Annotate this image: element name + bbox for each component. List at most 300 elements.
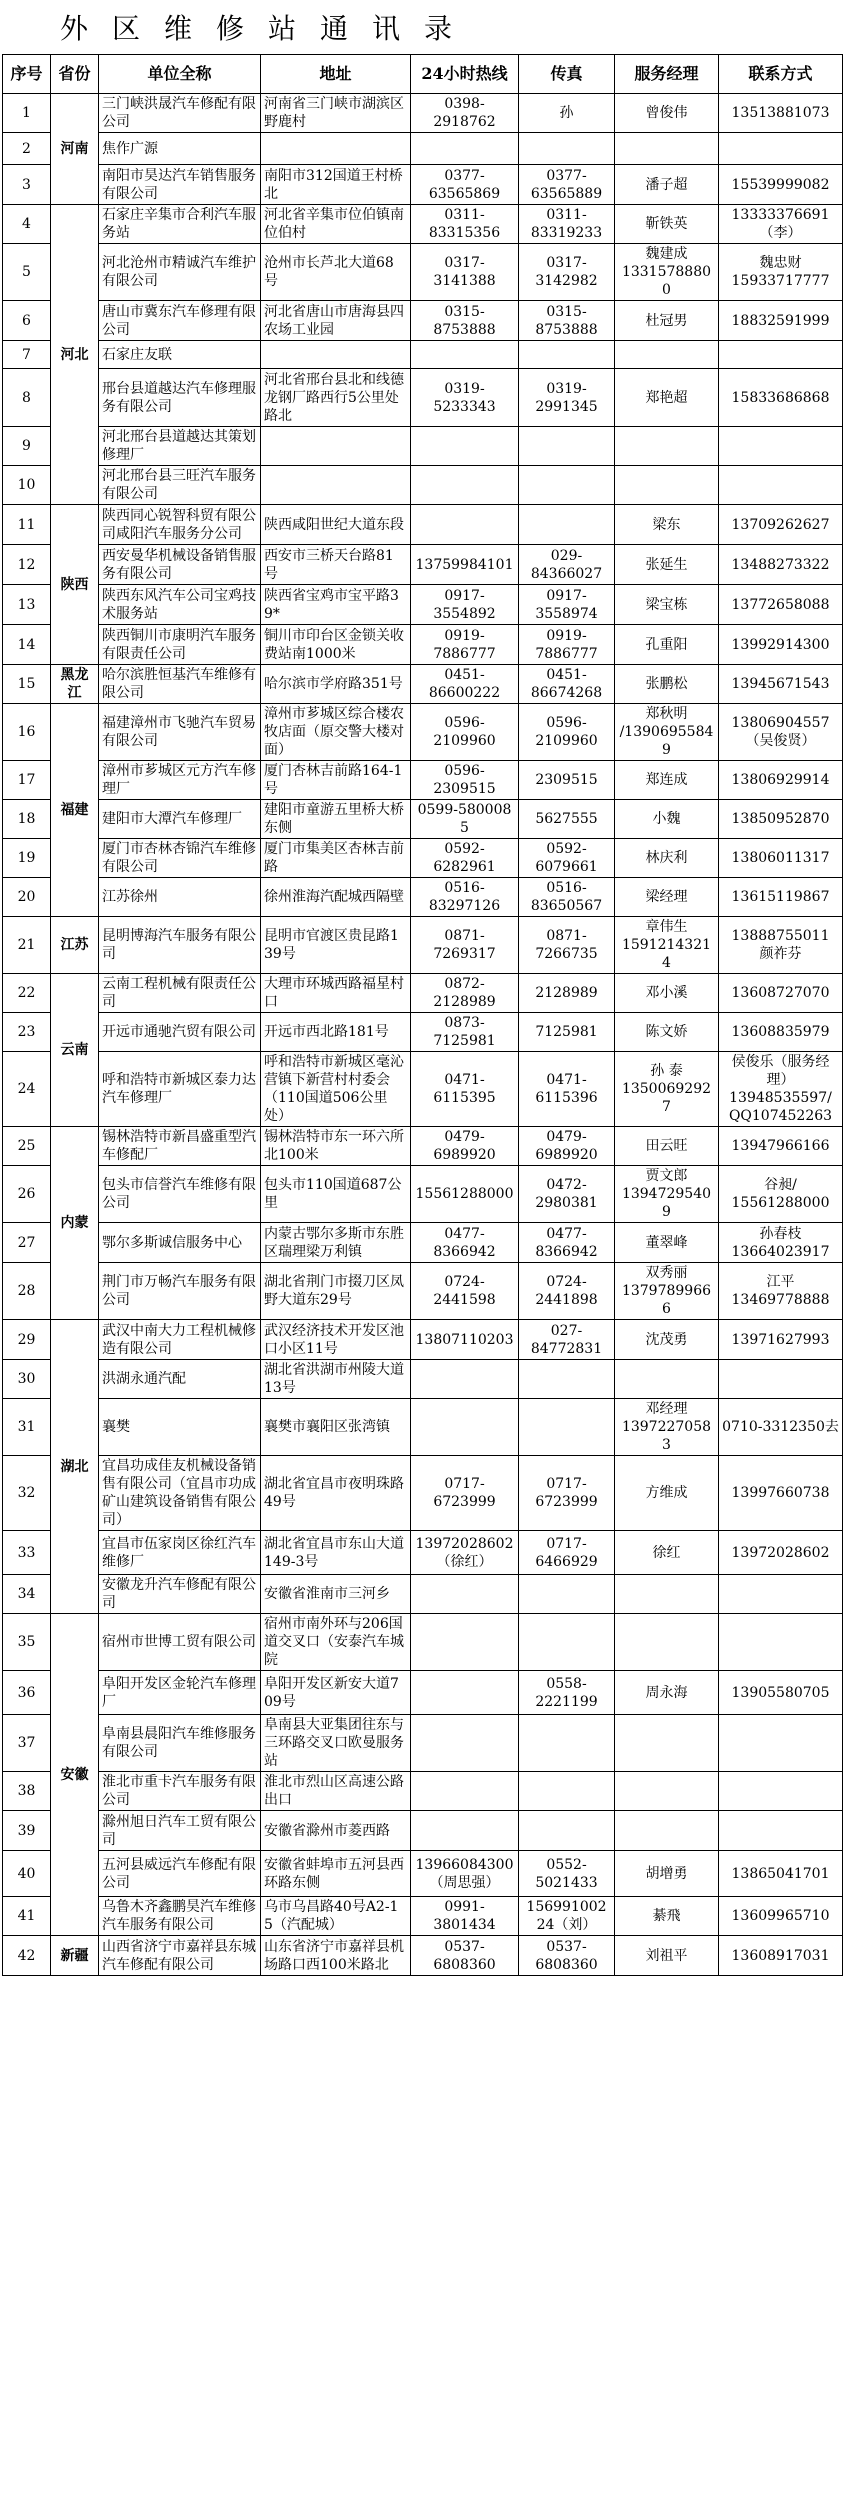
hotline (411, 369, 519, 427)
contact (719, 1127, 843, 1166)
unit-name-text: 阜南县晨阳汽车维修服务有限公司 (102, 1726, 256, 1760)
service-manager-text: 小魏 (652, 811, 681, 827)
contact (719, 917, 843, 974)
address-text: 安徽省滁州市菱西路 (264, 1822, 390, 1839)
province-cell: 河北 (51, 205, 99, 505)
service-manager (615, 1263, 719, 1320)
table-row (3, 1575, 843, 1614)
fax-text: 0592- 6079661 (535, 841, 598, 875)
unit-name-text: 江苏徐州 (102, 889, 158, 905)
seq-number-text: 19 (17, 850, 36, 866)
service-manager (615, 917, 719, 974)
fax (519, 1127, 615, 1166)
contact-text: 0710-3312350去 (722, 1419, 839, 1435)
unit-name-text: 武汉中南大力工程机械修造有限公司 (102, 1322, 256, 1357)
seq-number (3, 427, 51, 466)
seq-number (3, 1399, 51, 1456)
column-header: 单位全称 (99, 55, 261, 94)
service-manager (615, 1897, 719, 1936)
table-row (3, 466, 843, 505)
service-manager-text: 孙 泰 13500692927 (621, 1063, 712, 1115)
hotline-text: 0471- 6115395 (433, 1072, 496, 1106)
hotline (411, 1897, 519, 1936)
hotline-text: 0315- 8753888 (433, 303, 496, 338)
service-manager-text: 魏建成 13315788800 (621, 246, 712, 298)
hotline-text: 0596- 2109960 (433, 715, 496, 749)
hotline (411, 585, 519, 625)
unit-name-text: 西安曼华机械设备销售服务有限公司 (102, 547, 256, 582)
contact (719, 466, 843, 505)
address (261, 1772, 411, 1811)
table-row (3, 1897, 843, 1936)
seq-number (3, 1531, 51, 1575)
province-cell: 安徽 (51, 1614, 99, 1936)
table-body (3, 94, 843, 1976)
table-row (3, 878, 843, 917)
fax (519, 505, 615, 545)
address-text: 山东省济宁市嘉祥县机场路口西100米路北 (264, 1938, 404, 1973)
table-row (3, 665, 843, 704)
address (261, 1851, 411, 1897)
fax (519, 1851, 615, 1897)
contact-text: 魏忠财 15933717777 (731, 255, 830, 289)
hotline (411, 1223, 519, 1263)
unit-name (99, 1575, 261, 1614)
seq-number-text: 36 (17, 1684, 36, 1701)
table-row (3, 1399, 843, 1456)
unit-name-text: 焦作广源 (102, 140, 158, 157)
seq-number (3, 665, 51, 704)
hotline (411, 94, 519, 133)
seq-number-text: 9 (22, 438, 31, 454)
service-manager (615, 665, 719, 704)
contact-text: 13997660738 (731, 1485, 830, 1501)
address-text: 铜川市印台区金锁关收费站南1000米 (264, 627, 404, 662)
seq-number-text: 10 (17, 477, 36, 493)
service-manager-text: 沈茂勇 (645, 1331, 688, 1348)
hotline (411, 1013, 519, 1052)
fax-text: 0917- 3558974 (535, 587, 598, 622)
address-text: 淮北市烈山区高速公路出口 (264, 1774, 404, 1808)
seq-number-text: 12 (17, 556, 36, 573)
unit-name (99, 244, 261, 301)
table-row (3, 1811, 843, 1851)
unit-name (99, 94, 261, 133)
address-text: 大理市环城西路福星村口 (264, 976, 404, 1010)
address-text: 湖北省荆门市掇刀区凤野大道东29号 (264, 1274, 404, 1308)
fax (519, 878, 615, 917)
address (261, 625, 411, 665)
hotline-text: 0477- 8366942 (433, 1225, 496, 1260)
column-header: 服务经理 (615, 55, 719, 94)
address (261, 94, 411, 133)
hotline-text: 13759984101 (415, 556, 514, 573)
unit-name (99, 917, 261, 974)
service-manager-text: 双秀丽 13797899666 (621, 1265, 712, 1317)
unit-name-text: 宜昌市伍家岗区徐红汽车维修厂 (102, 1535, 256, 1570)
unit-name-text: 淮北市重卡汽车服务有限公司 (102, 1774, 256, 1808)
seq-number (3, 1360, 51, 1399)
seq-number (3, 761, 51, 800)
address-text: 乌市乌昌路40号A2-15（汽配城） (264, 1899, 399, 1933)
contact-text: 15833686868 (731, 389, 830, 406)
seq-number-text: 7 (22, 346, 31, 363)
fax (519, 665, 615, 704)
unit-name-text: 开远市通驰汽贸有限公司 (102, 1024, 256, 1040)
fax (519, 466, 615, 505)
address-text: 陕西省宝鸡市宝平路39* (264, 587, 399, 622)
fax (519, 585, 615, 625)
unit-name-text: 山西省济宁市嘉祥县东城汽车修配有限公司 (102, 1938, 256, 1973)
unit-name (99, 133, 261, 165)
address-text: 陕西咸阳世纪大道东段 (264, 516, 404, 533)
address (261, 369, 411, 427)
table-row (3, 1166, 843, 1223)
service-manager-text: 邓小溪 (645, 985, 688, 1001)
unit-name-text: 宿州市世博工贸有限公司 (102, 1634, 256, 1650)
province-cell: 内蒙 (51, 1127, 99, 1320)
unit-name-text: 河北沧州市精诚汽车维护有限公司 (102, 255, 256, 289)
seq-number-text: 40 (17, 1865, 36, 1882)
contact (719, 133, 843, 165)
seq-number (3, 1936, 51, 1976)
address (261, 1936, 411, 1976)
contact-text: 13772658088 (731, 596, 830, 613)
address-text: 湖北省洪湖市州陵大道13号 (264, 1362, 404, 1396)
service-manager (615, 761, 719, 800)
unit-name (99, 1052, 261, 1127)
hotline-text: 0319- 5233343 (433, 380, 496, 415)
seq-number-text: 28 (17, 1283, 36, 1299)
unit-name-text: 陕西东风汽车公司宝鸡技术服务站 (102, 587, 256, 622)
contact (719, 1013, 843, 1052)
contact (719, 761, 843, 800)
table-row (3, 1772, 843, 1811)
seq-number (3, 341, 51, 369)
hotline (411, 1052, 519, 1127)
province-cell: 陕西 (51, 505, 99, 665)
table-row (3, 1127, 843, 1166)
unit-name-text: 滁州旭日汽车工贸有限公司 (102, 1813, 256, 1848)
address-text: 昆明市官渡区贵昆路139号 (264, 928, 399, 962)
service-manager (615, 1575, 719, 1614)
unit-name-text: 唐山市冀东汽车修理有限公司 (102, 303, 256, 338)
table-row (3, 800, 843, 839)
service-manager (615, 301, 719, 341)
service-manager (615, 1671, 719, 1715)
table-row (3, 1052, 843, 1127)
contact-text: 13865041701 (731, 1865, 830, 1882)
unit-name-text: 陕西同心锐智科贸有限公司咸阳汽车服务分公司 (102, 507, 256, 542)
contact (719, 1223, 843, 1263)
service-manager-text: 郑秋明 /13906955849 (619, 706, 714, 758)
seq-number (3, 974, 51, 1013)
fax-text: 0558- 2221199 (535, 1675, 598, 1710)
unit-name-text: 三门峡洪晟汽车修配有限公司 (102, 96, 256, 130)
fax (519, 1936, 615, 1976)
fax-text: 0724- 2441898 (535, 1274, 598, 1308)
table-row (3, 1320, 843, 1360)
contact (719, 1263, 843, 1320)
contact (719, 1772, 843, 1811)
address (261, 1360, 411, 1399)
service-manager-text: 林庆利 (645, 850, 688, 866)
unit-name (99, 974, 261, 1013)
service-manager-text: 张延生 (645, 556, 688, 573)
unit-name (99, 205, 261, 244)
service-manager (615, 205, 719, 244)
address-text: 安徽省蚌埠市五河县西环路东侧 (264, 1856, 404, 1891)
unit-name-text: 厦门市杏林杏锦汽车维修有限公司 (102, 841, 256, 875)
table-row (3, 133, 843, 165)
seq-number-text: 21 (17, 937, 36, 953)
address (261, 1223, 411, 1263)
table-row (3, 917, 843, 974)
address-text: 河北省辛集市位伯镇南位伯村 (264, 207, 404, 241)
fax (519, 1052, 615, 1127)
table-row (3, 1531, 843, 1575)
seq-number-text: 13 (17, 596, 36, 613)
seq-number (3, 505, 51, 545)
table-row (3, 761, 843, 800)
seq-number (3, 585, 51, 625)
service-manager (615, 704, 719, 761)
service-manager-text: 梁东 (652, 516, 681, 533)
unit-name (99, 665, 261, 704)
seq-number (3, 1320, 51, 1360)
seq-number-text: 3 (22, 176, 31, 193)
unit-name-text: 云南工程机械有限责任公司 (102, 976, 256, 1010)
service-manager (615, 878, 719, 917)
service-manager (615, 545, 719, 585)
table-row (3, 1671, 843, 1715)
hotline (411, 466, 519, 505)
unit-name (99, 1531, 261, 1575)
contact (719, 505, 843, 545)
seq-number-text: 4 (22, 216, 31, 232)
fax (519, 1166, 615, 1223)
contact (719, 1811, 843, 1851)
address (261, 1614, 411, 1671)
address (261, 1811, 411, 1851)
contact (719, 800, 843, 839)
fax (519, 917, 615, 974)
unit-name-text: 包头市信誉汽车维修有限公司 (102, 1177, 256, 1211)
fax (519, 1897, 615, 1936)
contact (719, 1531, 843, 1575)
hotline (411, 244, 519, 301)
hotline (411, 1811, 519, 1851)
province-cell: 福建 (51, 704, 99, 917)
fax-text: 孙 (559, 105, 574, 121)
contact-text: 13513881073 (731, 105, 830, 121)
seq-number-text: 23 (17, 1024, 36, 1040)
fax-text: 0717- 6466929 (535, 1535, 598, 1570)
service-manager-text: 董翠峰 (645, 1234, 688, 1251)
hotline (411, 1320, 519, 1360)
address (261, 133, 411, 165)
unit-name-text: 建阳市大潭汽车修理厂 (102, 811, 242, 827)
unit-name-text: 石家庄辛集市合利汽车服务站 (102, 207, 256, 241)
table-row (3, 369, 843, 427)
address (261, 1013, 411, 1052)
seq-number-text: 39 (17, 1822, 36, 1839)
hotline-text: 0537- 6808360 (433, 1938, 496, 1973)
unit-name (99, 1166, 261, 1223)
contact (719, 585, 843, 625)
fax (519, 133, 615, 165)
hotline (411, 1263, 519, 1320)
service-manager (615, 1936, 719, 1976)
fax-text: 027- 84772831 (530, 1322, 603, 1357)
address (261, 1166, 411, 1223)
table-row (3, 545, 843, 585)
hotline-text: 0724- 2441598 (433, 1274, 496, 1308)
hotline-text: 0311- 83315356 (428, 207, 501, 241)
seq-number-text: 32 (17, 1485, 36, 1501)
unit-name-text: 河北邢台县三旺汽车服务有限公司 (102, 468, 256, 502)
hotline (411, 1851, 519, 1897)
seq-number-text: 16 (17, 724, 36, 740)
contact-text: 13947966166 (731, 1138, 830, 1154)
address (261, 1399, 411, 1456)
seq-number (3, 1897, 51, 1936)
fax (519, 1772, 615, 1811)
hotline-text: 0991- 3801434 (433, 1899, 496, 1933)
seq-number (3, 1811, 51, 1851)
address-text: 徐州淮海汽配城西隔壁 (264, 889, 404, 905)
contact-text: 13488273322 (731, 556, 830, 573)
service-manager (615, 1531, 719, 1575)
fax (519, 1671, 615, 1715)
unit-name-text: 漳州市芗城区元方汽车修理厂 (102, 763, 256, 797)
fax (519, 800, 615, 839)
hotline-text: 0377- 63565869 (428, 167, 501, 202)
hotline (411, 1715, 519, 1772)
unit-name (99, 1013, 261, 1052)
unit-name (99, 761, 261, 800)
contact (719, 1936, 843, 1976)
seq-number (3, 800, 51, 839)
table-row (3, 427, 843, 466)
unit-name-text: 石家庄友联 (102, 346, 172, 363)
service-manager (615, 625, 719, 665)
column-header: 地址 (261, 55, 411, 94)
contact (719, 545, 843, 585)
fax-text: 7125981 (535, 1024, 598, 1040)
unit-name-text: 洪湖永通汽配 (102, 1371, 186, 1387)
hotline (411, 133, 519, 165)
fax-text: 0377- 63565889 (530, 167, 603, 202)
page-title: 外区维修站通讯录 (60, 12, 477, 45)
unit-name (99, 1223, 261, 1263)
unit-name (99, 1456, 261, 1531)
address (261, 878, 411, 917)
seq-number (3, 1715, 51, 1772)
table-row (3, 1715, 843, 1772)
fax-text: 2309515 (535, 772, 598, 788)
unit-name-text: 乌鲁木齐鑫鹏昊汽车维修汽车服务有限公司 (102, 1899, 256, 1933)
contact (719, 301, 843, 341)
contact (719, 1671, 843, 1715)
table-row (3, 974, 843, 1013)
seq-number (3, 1263, 51, 1320)
seq-number-text: 38 (17, 1783, 36, 1799)
hotline-text: 0917- 3554892 (433, 587, 496, 622)
table-row (3, 1360, 843, 1399)
service-manager (615, 1052, 719, 1127)
hotline-text: 0479- 6989920 (433, 1129, 496, 1163)
service-manager-text: 张鹏松 (645, 676, 688, 692)
seq-number (3, 133, 51, 165)
table-row (3, 301, 843, 341)
unit-name (99, 878, 261, 917)
fax (519, 1223, 615, 1263)
table-row (3, 1013, 843, 1052)
fax-text: 0317- 3142982 (535, 255, 598, 289)
fax (519, 244, 615, 301)
table-row (3, 94, 843, 133)
seq-number (3, 878, 51, 917)
fax (519, 1715, 615, 1772)
address (261, 505, 411, 545)
seq-number (3, 625, 51, 665)
seq-number-text: 34 (17, 1586, 36, 1602)
unit-name (99, 1320, 261, 1360)
address (261, 165, 411, 205)
contact (719, 665, 843, 704)
contact-text: 13806904557 （吴俊贤） (731, 715, 830, 749)
hotline (411, 917, 519, 974)
unit-name-text: 河北邢台县道越达其策划修理厂 (102, 429, 256, 463)
province-cell: 新疆 (51, 1936, 99, 1976)
service-manager (615, 244, 719, 301)
seq-number (3, 839, 51, 878)
seq-number-text: 6 (22, 312, 31, 329)
hotline-text: 13972028602 （徐红） (415, 1535, 514, 1570)
service-manager-text: 周永海 (645, 1684, 688, 1701)
hotline-text: 0599-5800085 (417, 802, 512, 836)
service-manager (615, 974, 719, 1013)
fax (519, 1263, 615, 1320)
hotline-text: 0717- 6723999 (433, 1476, 496, 1510)
contact-text: 孙春枝 13664023917 (731, 1225, 830, 1260)
unit-name-text: 荆门市万畅汽车服务有限公司 (102, 1274, 256, 1308)
province-cell: 云南 (51, 974, 99, 1127)
seq-number-text: 25 (17, 1138, 36, 1154)
contact (719, 704, 843, 761)
fax-text: 0451- 86674268 (530, 667, 603, 701)
address (261, 1456, 411, 1531)
column-header: 传真 (519, 55, 615, 94)
address (261, 1575, 411, 1614)
hotline (411, 878, 519, 917)
contact-text: 13972028602 (731, 1544, 830, 1561)
service-manager-text: 徐红 (652, 1544, 681, 1561)
unit-name (99, 839, 261, 878)
service-manager (615, 369, 719, 427)
contact (719, 1399, 843, 1456)
fax-text: 5627555 (535, 811, 598, 827)
province-cell: 河南 (51, 94, 99, 205)
hotline (411, 1456, 519, 1531)
table-row (3, 165, 843, 205)
unit-name-text: 五河县威远汽车修配有限公司 (102, 1856, 256, 1891)
service-manager-text: 章伟生 15912143214 (621, 919, 712, 971)
fax-text: 2128989 (535, 985, 598, 1001)
column-header: 省份 (51, 55, 99, 94)
contact-text: 13609965710 (731, 1908, 830, 1924)
